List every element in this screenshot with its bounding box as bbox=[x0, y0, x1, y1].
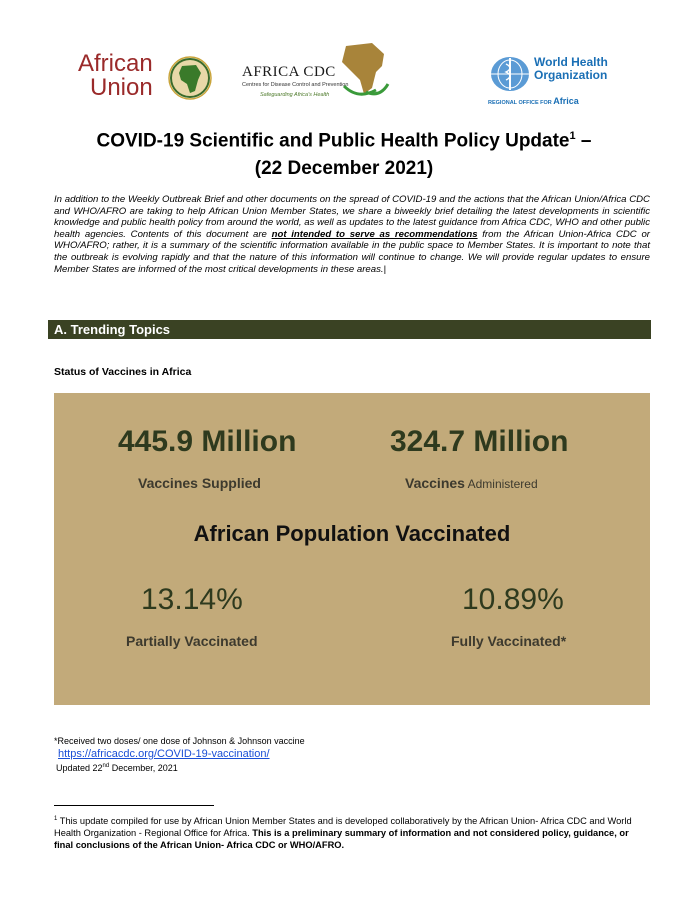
header-logos bbox=[0, 38, 688, 110]
african-union-wordmark: African Union bbox=[78, 50, 153, 101]
vaccines-supplied-value: 445.9 Million bbox=[118, 425, 297, 458]
subheading-vaccine-status: Status of Vaccines in Africa bbox=[54, 366, 192, 378]
who-regional-office: REGIONAL OFFICE FOR Africa bbox=[488, 96, 579, 106]
who-logo bbox=[488, 54, 628, 110]
population-vaccinated-title: African Population Vaccinated bbox=[193, 521, 511, 546]
document-date: (22 December 2021) bbox=[254, 158, 434, 180]
africa-cdc-tagline: Safeguarding Africa's Health bbox=[260, 92, 330, 98]
updated-date: Updated 22nd December, 2021 bbox=[56, 763, 178, 773]
footnote: $^1$ This update compiled for use by African Union Member States and is developed collaboratively by the African Union- Africa CDC and World Health Organization - Regional Office for Africa. This is a preliminary summary of information and not considered policy, guidance, or final conclusions of the African Union- Africa CDC or WHO/AFRO. bbox=[54, 816, 632, 851]
partially-vaccinated-label: Partially Vaccinated bbox=[126, 633, 258, 649]
footnote-divider bbox=[54, 805, 214, 806]
partially-vaccinated-value: 13.14% bbox=[141, 583, 243, 616]
africa-cdc-name: AFRICA CDC bbox=[242, 64, 336, 80]
fully-vaccinated-label: Fully Vaccinated* bbox=[451, 633, 567, 649]
africa-cdc-logo bbox=[240, 40, 400, 110]
document-title: COVID-19 Scientific and Public Health Policy Update$^1$ – (22 December 2021) bbox=[96, 130, 592, 180]
africa-cdc-subtitle: Centres for Disease Control and Prevention bbox=[242, 82, 349, 88]
au-globe-icon bbox=[168, 56, 212, 100]
footnote-ref: 1 bbox=[569, 130, 576, 142]
africa-map-icon bbox=[336, 40, 394, 102]
asterisk-note: *Received two doses/ one dose of Johnson & Johnson vaccine bbox=[54, 736, 305, 746]
vaccines-supplied-label: Vaccines Supplied bbox=[138, 475, 261, 491]
fully-vaccinated-value: 10.89% bbox=[462, 583, 564, 616]
section-header-trending-topics: A. Trending Topics bbox=[48, 320, 651, 339]
intro-paragraph: In addition to the Weekly Outbreak Brief and other documents on the spread of COVID-19 and the actions that the African Union/Africa CDC and WHO/AFRO are taking to help African Union Member States, we share a biweekly brief detailing the latest developments in scientific knowledge and public health policy from around the world, as well as updates to the latest guidance from Africa CDC, WHO and other public health agencies. Contents of this document are not intended to serve as recommendations from the African Union-Africa CDC or WHO/AFRO; rather, it is a summary of the scientific information available in the public space to Member States. It is important to note that the outbreak is evolving rapidly and that the nature of this information will continue to change. We will provide regular updates to ensure Member States are informed of the most critical developments in these areas.| bbox=[54, 194, 650, 275]
vaccine-stats-panel bbox=[54, 393, 650, 705]
who-emblem-icon bbox=[488, 54, 532, 94]
vaccination-link[interactable]: https://africacdc.org/COVID-19-vaccination/ bbox=[58, 748, 270, 760]
african-union-logo bbox=[78, 52, 218, 112]
vaccines-administered-value: 324.7 Million bbox=[390, 425, 569, 458]
vaccines-administered-label: Vaccines Administered bbox=[405, 475, 538, 491]
who-wordmark: World Health Organization bbox=[534, 55, 608, 82]
